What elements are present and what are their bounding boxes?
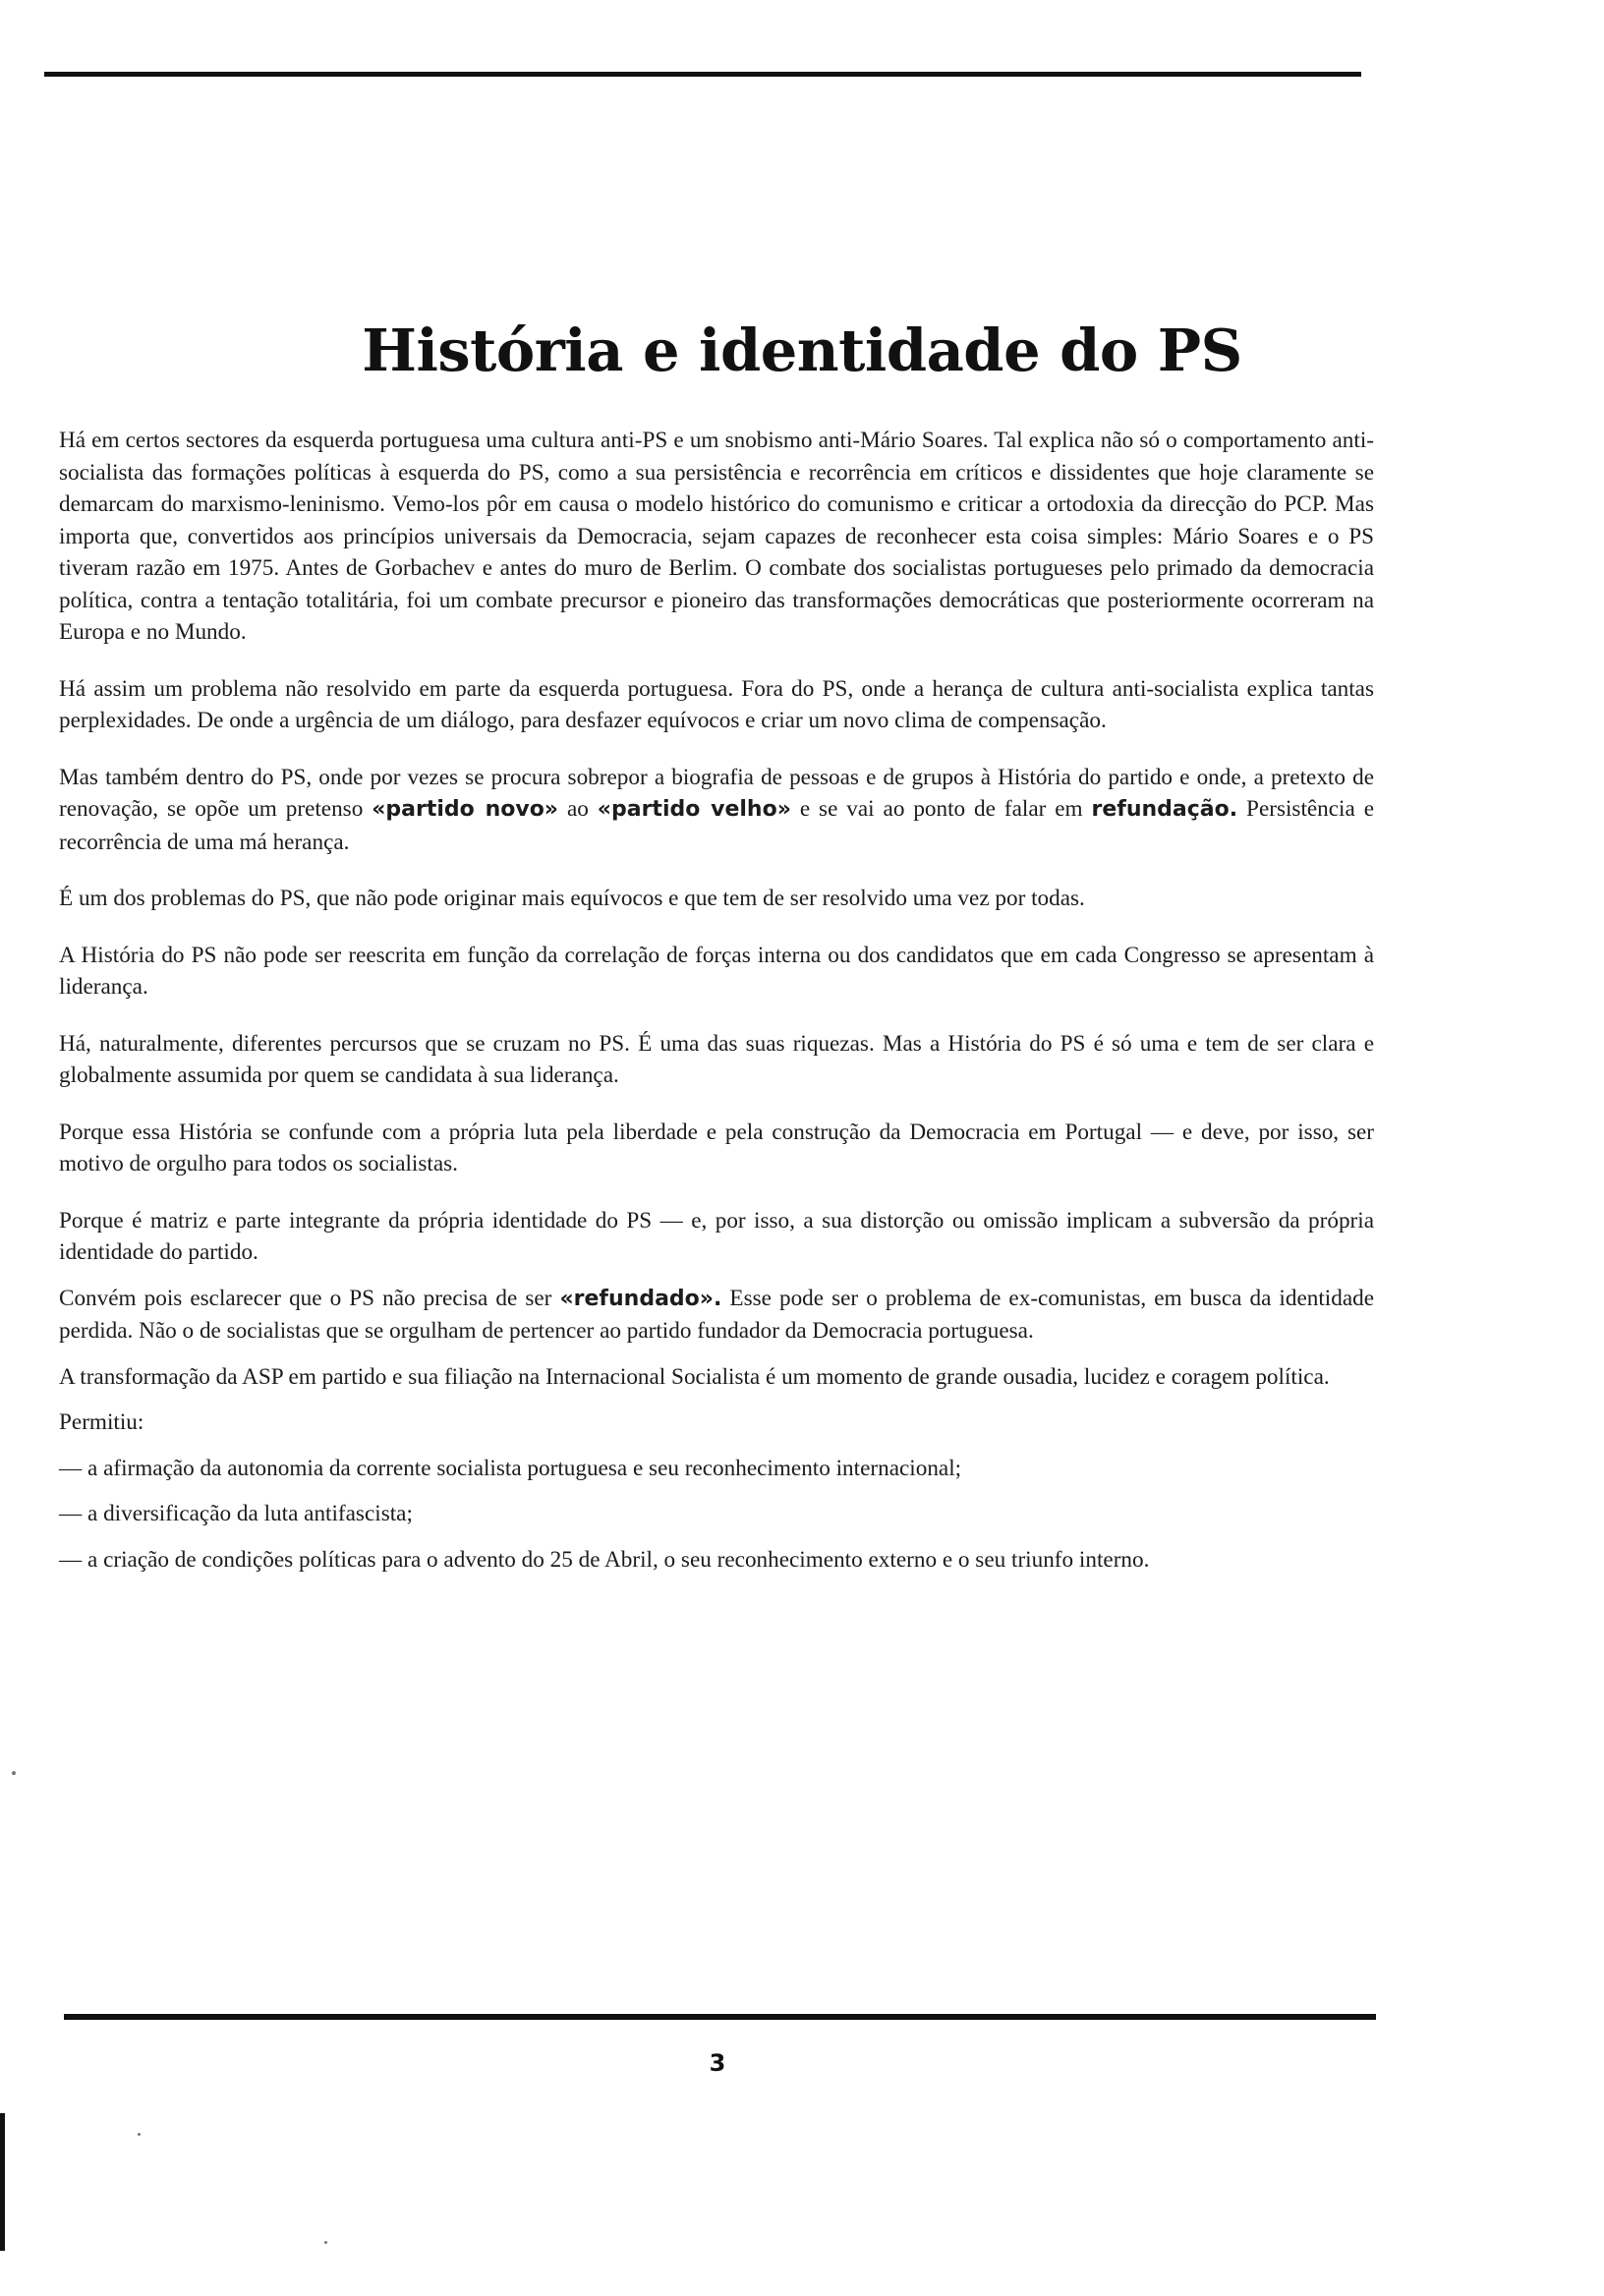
paragraph-3 — [59, 762, 1374, 859]
list-intro: Permitiu: — [59, 1409, 144, 1435]
list-item: — a afirmação da autonomia da corrente socialista portuguesa e seu reconhecimento internacional; — [59, 1455, 962, 1481]
partido-novo-emphasis: «partido novo» — [372, 797, 559, 822]
list-item: — a diversificação da luta antifascista; — [59, 1501, 413, 1526]
paragraph-7: Porque essa História se confunde com a própria luta pela liberdade e pela construção da Democracia em Portugal — e deve, por isso, ser motivo de orgulho para todos os socialistas. — [59, 1119, 1374, 1177]
paragraph-2: Há assim um problema não resolvido em parte da esquerda portuguesa. Fora do PS, onde a herança de cultura anti-socialista explica tantas perplexidades. De onde a urgência de um diálogo, para desfazer equívocos e criar um novo clima de compensação. — [59, 675, 1374, 733]
paragraph-3-text: ao — [558, 796, 598, 822]
partido-velho-emphasis: «partido velho» — [597, 797, 791, 822]
article-body — [59, 425, 1374, 1589]
paragraph-9-text: Esse pode ser o problema de ex-comunistas, em busca da identidade perdida. Não o de socialistas que se orgulham de pertencer ao partido fundador da Democracia portuguesa. — [59, 1285, 1375, 1344]
paragraph-3-text: e se vai ao ponto de falar em — [790, 796, 1092, 822]
scan-speck — [12, 1771, 16, 1775]
scan-speck — [324, 2241, 327, 2244]
binding-edge-mark — [0, 2113, 5, 2251]
bottom-rule — [64, 2014, 1376, 2020]
paragraph-3-text: Mas também dentro do PS, onde por vezes se procura sobrepor a biografia de pessoas e de grupos à História do partido e onde, a pretexto de renovação, se opõe um pretenso — [59, 764, 1374, 822]
refundacao-emphasis: refundação. — [1091, 797, 1238, 822]
paragraph-4: É um dos problemas do PS, que não pode originar mais equívocos e que tem de ser resolvido uma vez por todas. — [59, 886, 1085, 911]
paragraph-8: Porque é matriz e parte integrante da própria identidade do PS — e, por isso, a sua distorção ou omissão implicam a subversão da própria identidade do partido. — [59, 1207, 1374, 1265]
paragraph-5: A História do PS não pode ser reescrita em função da correlação de forças interna ou dos candidatos que em cada Congresso se apresentam à liderança. — [59, 942, 1374, 1000]
paragraph-1: Há em certos sectores da esquerda portuguesa uma cultura anti-PS e um snobismo anti-Mário Soares. Tal explica não só o comportamento anti-socialista das formações políticas à esquerda do PS, como a sua persistência e recorrência em críticos e dissidentes que hoje claramente se demarcam do marxismo-leninismo. Vemo-los pôr em causa o modelo histórico do comunismo e criticar a ortodoxia da direcção do PCP. Mas importa que, convertidos aos princípios universais da Democracia, sejam capazes de reconhecer esta coisa simples: Mário Soares e o PS tiveram razão em 1975. Antes de Gorbachev e antes do muro de Berlim. O combate dos socialistas portugueses pelo primado da democracia política, contra a tentação totalitária, foi um combate precursor e pioneiro das transformações democráticas que posteriormente ocorreram na Europa e no Mundo. — [59, 428, 1374, 645]
top-rule — [44, 72, 1361, 77]
refundado-emphasis: «refundado». — [559, 1286, 722, 1311]
paragraph-10: A transformação da ASP em partido e sua filiação na Internacional Socialista é um momento de grande ousadia, lucidez e coragem política. — [59, 1363, 1330, 1390]
scan-speck — [138, 2133, 141, 2136]
page-number: 3 — [709, 2049, 726, 2077]
paragraph-6: Há, naturalmente, diferentes percursos que se cruzam no PS. É uma das suas riquezas. Mas a História do PS é só uma e tem de ser clara e globalmente assumida por quem se candidata à sua liderança. — [59, 1030, 1374, 1088]
page-title: História e identidade do PS — [362, 316, 1242, 384]
list-item: — a criação de condições políticas para o advento do 25 de Abril, o seu reconhecimento externo e o seu triunfo interno. — [59, 1546, 1150, 1573]
paragraph-3-text: Persistência e recorrência de uma má herança. — [59, 796, 1375, 855]
paragraph-9 — [59, 1283, 1374, 1348]
paragraph-9-text: Convém pois esclarecer que o PS não precisa de ser — [59, 1285, 560, 1311]
